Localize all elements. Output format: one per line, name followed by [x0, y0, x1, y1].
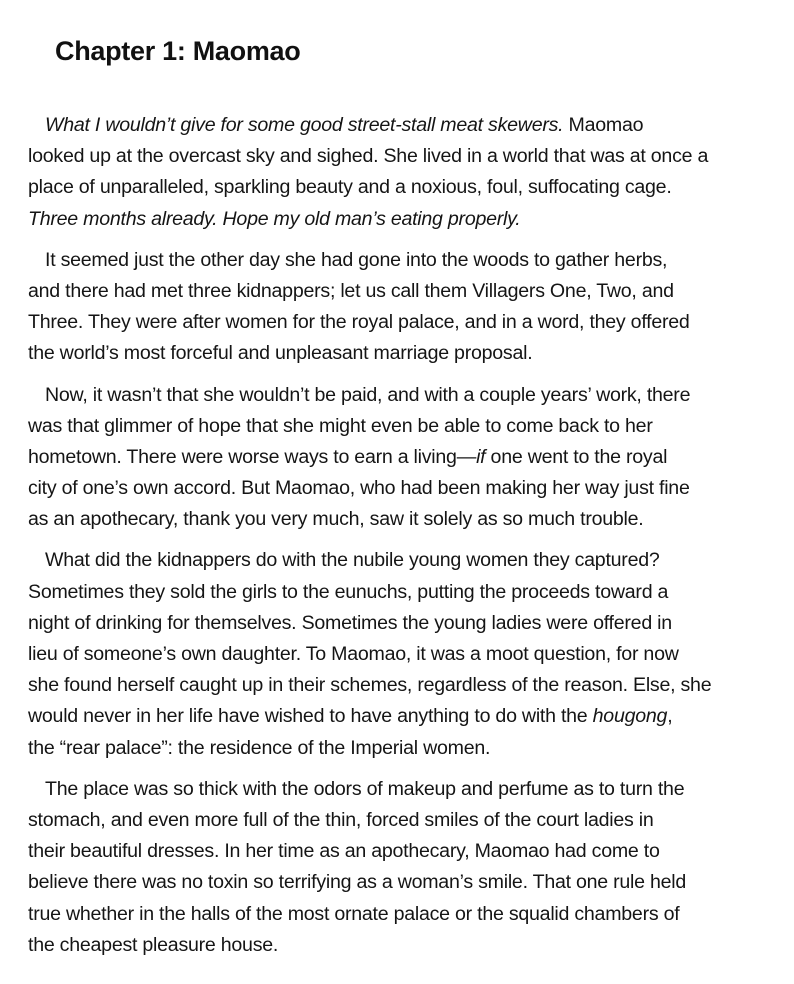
paragraph — [28, 380, 768, 536]
text-line — [28, 577, 768, 608]
text-line — [28, 733, 768, 764]
text-run: Three. They were after women for the royal palace, and in a word, they offered — [28, 311, 690, 334]
paragraph — [28, 774, 768, 961]
text-run: Now, it wasn’t that she wouldn’t be paid, and with a couple years’ work, there — [45, 383, 691, 406]
text-line — [28, 411, 768, 442]
text-run: the cheapest pleasure house. — [28, 933, 279, 956]
italic-text: if — [476, 445, 486, 468]
text-line — [28, 141, 768, 172]
text-line — [28, 245, 768, 276]
text-line — [28, 380, 768, 411]
text-run: What did the kidnappers do with the nubile young women they captured? — [45, 549, 660, 572]
text-line — [28, 442, 768, 473]
text-run: hometown. There were worse ways to earn a living— — [28, 445, 477, 468]
chapter-body — [28, 110, 768, 971]
text-line — [28, 473, 768, 504]
text-run: stomach, and even more full of the thin, forced smiles of the court ladies in — [28, 808, 654, 831]
text-run: one went to the royal — [485, 445, 668, 468]
text-run: city of one’s own accord. But Maomao, who had been making her way just fine — [28, 477, 690, 500]
text-run: she found herself caught up in their schemes, regardless of the reason. Else, she — [28, 674, 712, 697]
italic-text: hougong — [592, 705, 668, 728]
text-run: lieu of someone’s own daughter. To Maomao, it was a moot question, for now — [28, 643, 679, 665]
text-line — [28, 276, 768, 307]
text-line — [28, 701, 768, 732]
paragraph — [28, 545, 768, 763]
text-line — [28, 172, 768, 203]
text-run: The place was so thick with the odors of makeup and perfume as to turn the — [45, 777, 685, 800]
text-line — [28, 836, 768, 867]
paragraph — [28, 245, 768, 370]
text-run: Maomao — [563, 114, 644, 136]
paragraph — [28, 110, 768, 235]
text-run: the “rear palace”: the residence of the Imperial women. — [28, 736, 491, 759]
text-run: night of drinking for themselves. Sometimes the young ladies were offered in — [28, 611, 672, 634]
text-run: Sometimes they sold the girls to the eunuchs, putting the proceeds toward a — [28, 580, 669, 603]
text-line — [28, 899, 768, 930]
text-line — [28, 307, 768, 338]
text-line — [28, 504, 768, 535]
text-run: true whether in the halls of the most ornate palace or the squalid chambers of — [28, 902, 680, 925]
text-line — [28, 774, 768, 805]
text-run: would never in her life have wished to have anything to do with the — [28, 705, 593, 728]
text-line — [28, 867, 768, 898]
text-line — [28, 110, 768, 141]
text-line — [28, 639, 768, 670]
text-run: their beautiful dresses. In her time as an apothecary, Maomao had come to — [28, 840, 660, 863]
text-line — [28, 930, 768, 961]
text-line — [28, 338, 768, 369]
chapter-title: Chapter 1: Maomao — [55, 36, 301, 66]
text-run: the world’s most forceful and unpleasant marriage proposal. — [28, 342, 533, 365]
text-line — [28, 670, 768, 701]
text-run: , — [667, 705, 673, 728]
text-run: and there had met three kidnappers; let us call them Villagers One, Two, and — [28, 279, 674, 302]
italic-text: What I wouldn’t give for some good street-stall meat skewers. — [45, 114, 564, 136]
text-line — [28, 204, 768, 235]
text-run: believe there was no toxin so terrifying as a woman’s smile. That one rule held — [28, 871, 687, 894]
text-run: was that glimmer of hope that she might even be able to come back to her — [28, 414, 653, 437]
text-run: as an apothecary, thank you very much, saw it solely as so much trouble. — [28, 508, 644, 531]
italic-text: Three months already. Hope my old man’s eating properly. — [28, 207, 521, 230]
text-run: It seemed just the other day she had gone into the woods to gather herbs, — [45, 248, 668, 271]
text-run: place of unparalleled, sparkling beauty and a noxious, foul, suffocating cage. — [28, 176, 672, 199]
text-line — [28, 608, 768, 639]
text-line — [28, 545, 768, 576]
text-line — [28, 805, 768, 836]
text-run: looked up at the overcast sky and sighed. She lived in a world that was at once a — [28, 145, 709, 168]
